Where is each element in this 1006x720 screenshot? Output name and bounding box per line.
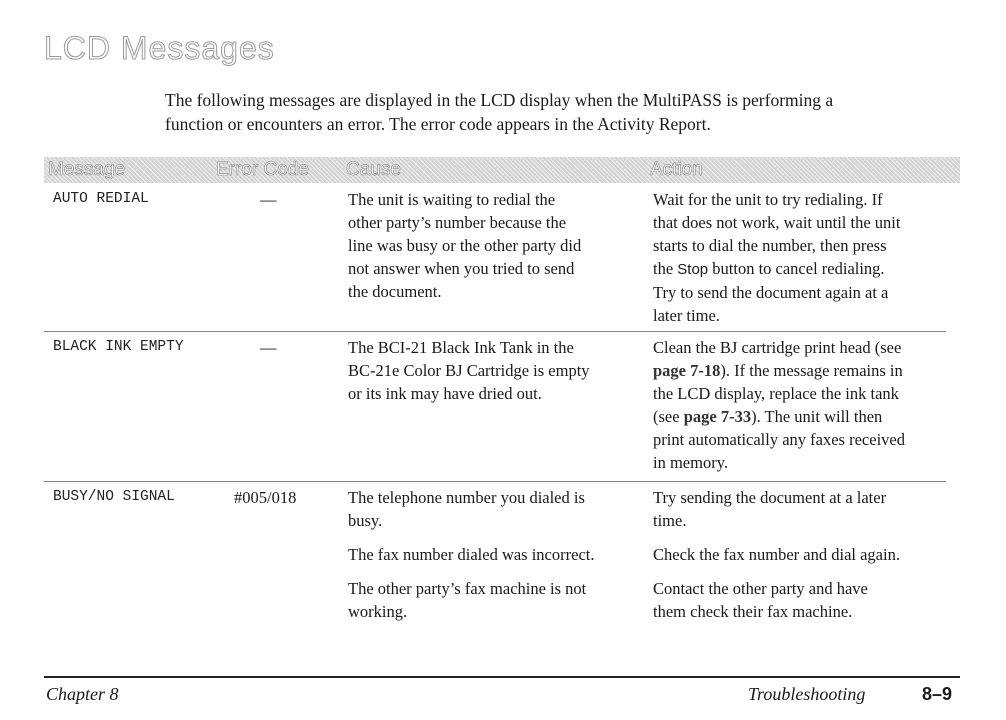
cause-line: The BCI-21 Black Ink Tank in the bbox=[348, 338, 574, 357]
intro-paragraph bbox=[165, 88, 955, 136]
action-line bbox=[653, 359, 953, 382]
header-cause: Cause bbox=[346, 159, 401, 180]
cause-cell bbox=[348, 486, 648, 623]
message-cell: BUSY/NO SIGNAL bbox=[53, 489, 175, 505]
table-row bbox=[44, 481, 946, 632]
action-cell bbox=[653, 336, 953, 474]
footer-chapter: Chapter 8 bbox=[46, 684, 119, 704]
action-cell bbox=[653, 486, 953, 623]
footer-page-number: 8–9 bbox=[922, 684, 953, 704]
intro-line: function or encounters an error. The error code appears in the Activity Report. bbox=[165, 114, 711, 134]
action-line: Contact the other party and have bbox=[653, 579, 868, 598]
cause-cell bbox=[348, 188, 648, 303]
action-line: them check their fax machine. bbox=[653, 602, 853, 621]
cause-line: busy. bbox=[348, 511, 383, 530]
action-text: button to cancel redialing. bbox=[712, 259, 885, 278]
table-row bbox=[44, 184, 946, 328]
error-code-cell: #005/018 bbox=[234, 488, 297, 507]
table-row bbox=[44, 331, 946, 478]
action-line bbox=[653, 405, 953, 428]
page-title: LCD Messages bbox=[44, 30, 275, 66]
stop-button-label: Stop bbox=[677, 261, 709, 278]
table-header bbox=[44, 157, 960, 183]
page-reference-link[interactable]: page 7-33 bbox=[683, 407, 752, 426]
cause-line: BC-21e Color BJ Cartridge is empty bbox=[348, 361, 590, 380]
action-line: Check the fax number and dial again. bbox=[653, 545, 900, 564]
page-reference-link[interactable]: page 7-18 bbox=[653, 361, 721, 380]
header-message: Message bbox=[48, 159, 126, 180]
action-line bbox=[653, 257, 953, 281]
action-line: Clean the BJ cartridge print head (see bbox=[653, 338, 902, 357]
cause-line: The telephone number you dialed is bbox=[348, 488, 585, 507]
cause-line: The unit is waiting to redial the bbox=[348, 190, 556, 209]
header-error-code: Error Code bbox=[216, 159, 309, 180]
error-code-cell: — bbox=[260, 190, 277, 209]
action-cell bbox=[653, 188, 953, 327]
action-line: that does not work, wait until the unit bbox=[653, 213, 901, 232]
cause-line: line was busy or the other party did bbox=[348, 236, 582, 255]
action-line: print automatically any faxes received bbox=[653, 430, 905, 449]
action-text: ). The unit will then bbox=[751, 407, 883, 426]
footer-section: Troubleshooting bbox=[748, 684, 866, 704]
cause-line: or its ink may have dried out. bbox=[348, 384, 542, 403]
action-line: the LCD display, replace the ink tank bbox=[653, 384, 899, 403]
action-line: Wait for the unit to try redialing. If bbox=[653, 190, 883, 209]
action-line: time. bbox=[653, 511, 687, 530]
action-line: Try sending the document at a later bbox=[653, 488, 887, 507]
action-text: ). If the message remains in bbox=[720, 361, 903, 380]
message-cell: AUTO REDIAL bbox=[53, 191, 149, 207]
intro-line: The following messages are displayed in the LCD display when the MultiPASS is performing a bbox=[165, 90, 834, 110]
action-text: the bbox=[653, 259, 674, 278]
cause-line: other party’s number because the bbox=[348, 213, 567, 232]
action-text: (see bbox=[653, 407, 680, 426]
action-line: in memory. bbox=[653, 453, 728, 472]
message-cell: BLACK INK EMPTY bbox=[53, 339, 184, 355]
header-action: Action bbox=[650, 159, 703, 180]
action-line: Try to send the document again at a bbox=[653, 283, 889, 302]
cause-line: working. bbox=[348, 602, 408, 621]
cause-line: not answer when you tried to send bbox=[348, 259, 575, 278]
error-code-cell: — bbox=[260, 338, 277, 357]
cause-cell bbox=[348, 336, 648, 405]
cause-line: The other party’s fax machine is not bbox=[348, 579, 587, 598]
action-line: later time. bbox=[653, 306, 720, 325]
action-line: starts to dial the number, then press bbox=[653, 236, 887, 255]
cause-line: The fax number dialed was incorrect. bbox=[348, 545, 595, 564]
cause-line: the document. bbox=[348, 282, 442, 301]
footer-divider bbox=[44, 676, 960, 678]
